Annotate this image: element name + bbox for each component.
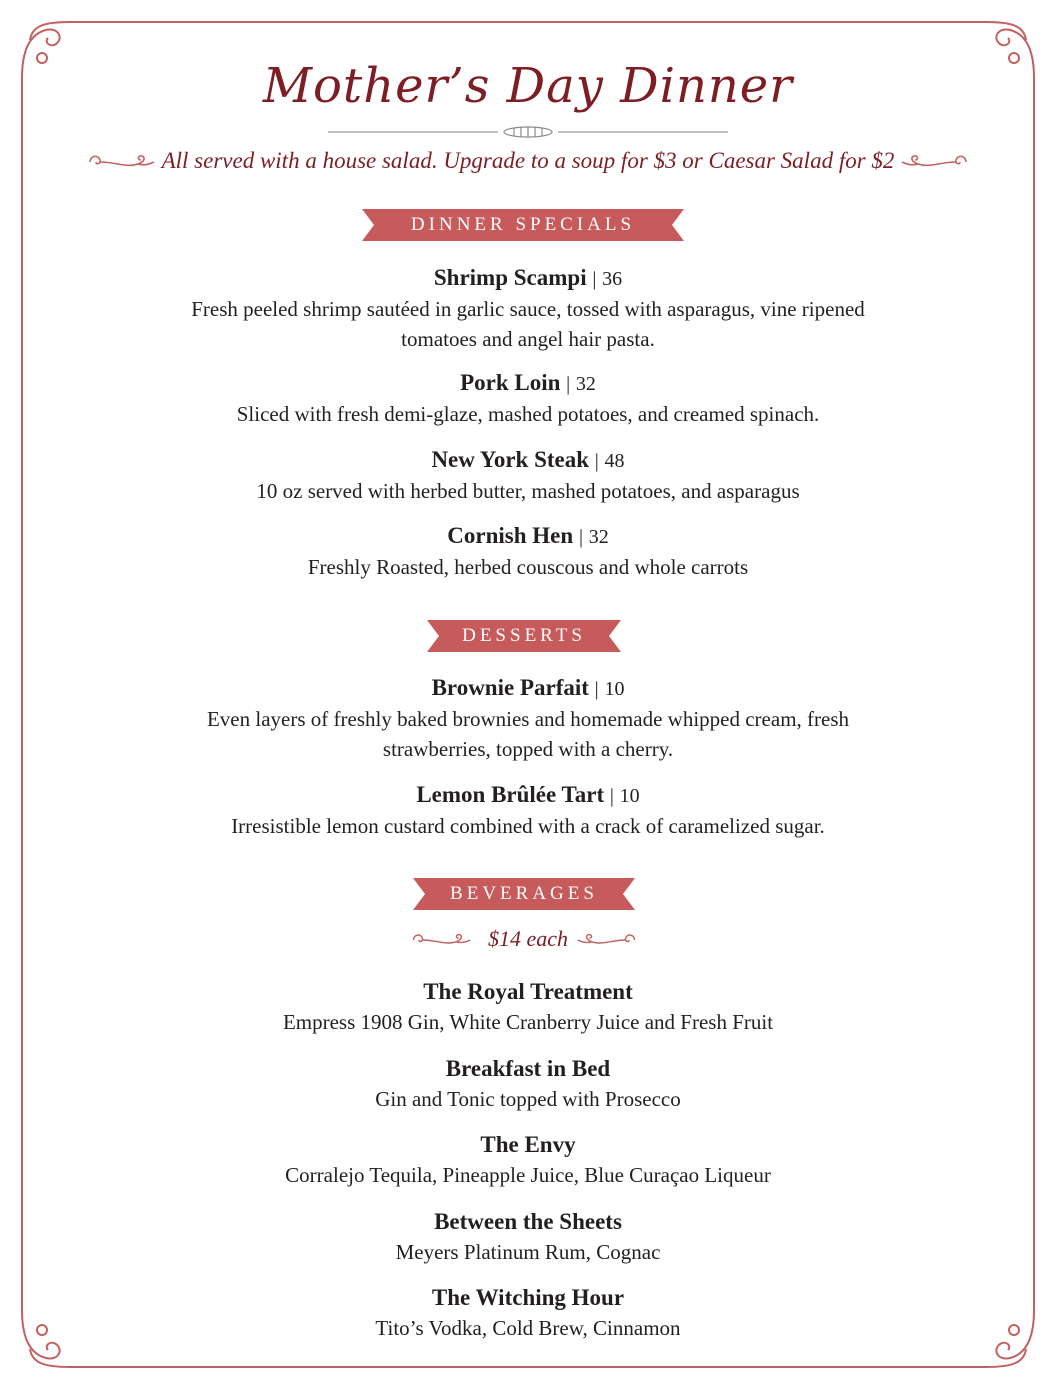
section-label: DESSERTS [462, 625, 586, 646]
item-name: Cornish Hen [447, 523, 574, 548]
item-description: Fresh peeled shrimp sautéed in garlic sauce, tossed with asparagus, vine ripened tomatoes and angel hair pasta. [191, 297, 865, 351]
item-name: New York Steak [431, 447, 590, 472]
item-description: Corralejo Tequila, Pineapple Juice, Blue Curaçao Liqueur [285, 1163, 771, 1187]
item-name: Pork Loin [460, 370, 561, 395]
subtitle: All served with a house salad. Upgrade to a soup for $3 or Caesar Salad for $2 [161, 148, 895, 173]
title-divider-icon [328, 123, 728, 143]
menu-item: New York Steak | 48 10 oz served with herbed butter, mashed potatoes, and asparagus [120, 445, 936, 506]
menu-item [120, 1130, 936, 1190]
section-label: DINNER SPECIALS [410, 214, 636, 235]
item-name: The Envy [480, 1132, 576, 1157]
swirl-right-icon [576, 928, 638, 952]
item-name: Breakfast in Bed [445, 1056, 611, 1081]
item-name: Brownie Parfait [431, 675, 589, 700]
menu-item: Brownie Parfait | 10 Even layers of freshly baked brownies and homemade whipped cream, fresh strawberries, topped with a cherry. [120, 673, 936, 764]
menu-item: Shrimp Scampi | 36 Fresh peeled shrimp sautéed in garlic sauce, tossed with asparagus, vine ripened tomatoes and angel hair pasta. [120, 263, 936, 354]
menu-item [120, 977, 936, 1037]
item-name: Shrimp Scampi [433, 265, 587, 290]
item-name: Lemon Brûlée Tart [416, 782, 605, 807]
item-description: Irresistible lemon custard combined with a crack of caramelized sugar. [231, 814, 825, 838]
item-price: 10 [619, 785, 640, 807]
item-price: 32 [575, 373, 596, 395]
section-banner-dinner-specials [362, 209, 684, 241]
menu-item: Cornish Hen | 32 Freshly Roasted, herbed couscous and whole carrots [120, 521, 936, 582]
menu-item: Lemon Brûlée Tart | 10 Irresistible lemon custard combined with a crack of caramelized sugar. [120, 780, 936, 841]
item-description: 10 oz served with herbed butter, mashed potatoes, and asparagus [256, 479, 800, 503]
section-label: BEVERAGES [450, 883, 598, 904]
item-description: Meyers Platinum Rum, Cognac [395, 1240, 661, 1264]
page-title: Mother’s Day Dinner [262, 58, 794, 114]
item-price: 36 [602, 268, 623, 290]
item-description: Empress 1908 Gin, White Cranberry Juice and Fresh Fruit [282, 1010, 774, 1034]
menu-item [120, 1283, 936, 1343]
beverage-price-note: $14 each [487, 926, 569, 951]
item-description: Sliced with fresh demi-glaze, mashed potatoes, and creamed spinach. [236, 402, 820, 426]
section-banner-desserts [427, 620, 621, 652]
menu-item [120, 1054, 936, 1114]
item-price: 10 [604, 678, 625, 700]
swirl-right-icon [900, 150, 970, 174]
item-price: 32 [588, 526, 609, 548]
item-description: Freshly Roasted, herbed couscous and whole carrots [307, 555, 749, 579]
item-description: Tito’s Vodka, Cold Brew, Cinnamon [375, 1316, 681, 1340]
item-name: Between the Sheets [434, 1209, 622, 1234]
menu-item [120, 1207, 936, 1267]
section-banner-beverages [413, 878, 635, 910]
item-name: The Royal Treatment [423, 979, 633, 1004]
item-description: Even layers of freshly baked brownies and homemade whipped cream, fresh strawberries, topped with a cherry. [206, 707, 850, 761]
menu-item: Pork Loin | 32 Sliced with fresh demi-glaze, mashed potatoes, and creamed spinach. [120, 368, 936, 429]
item-name: The Witching Hour [431, 1285, 625, 1310]
item-description: Gin and Tonic topped with Prosecco [375, 1087, 681, 1111]
item-price: 48 [604, 450, 625, 472]
